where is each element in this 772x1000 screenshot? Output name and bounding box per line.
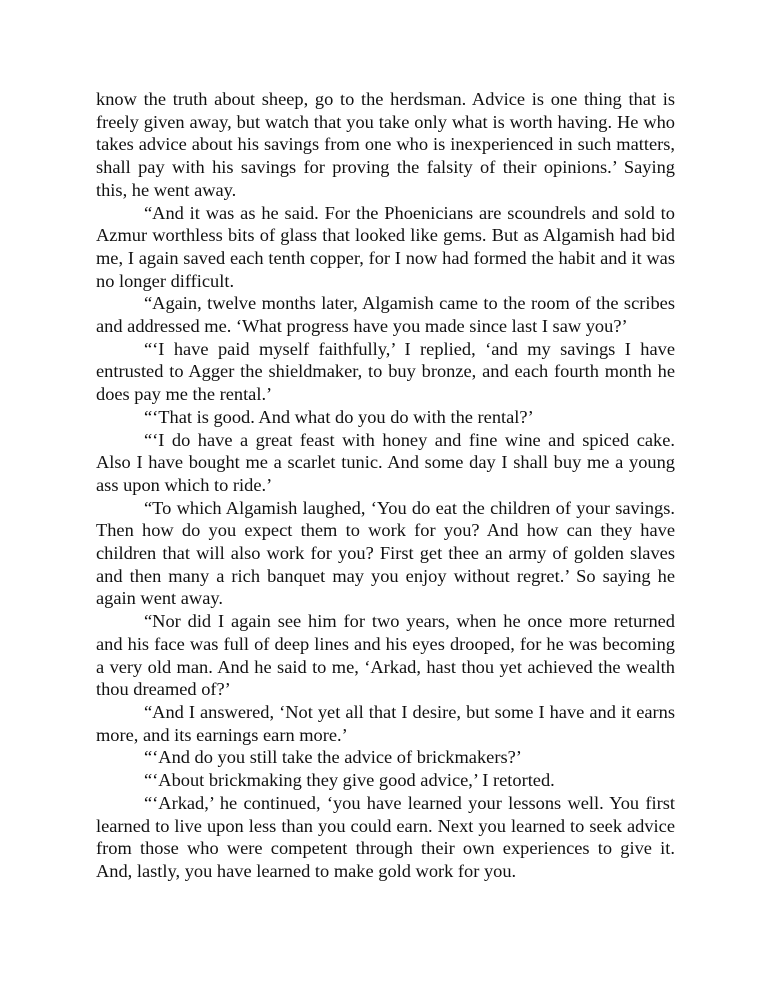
page-body xyxy=(96,88,675,883)
paragraph-5: “‘That is good. And what do you do with the rental?’ xyxy=(144,406,534,427)
paragraph-4: “‘I have paid myself faithfully,’ I replied, ‘and my savings I have entrusted to Agger the shieldmaker, to buy bronze, and each fourth month he does pay me the rental.’ xyxy=(96,338,675,405)
paragraph-12: “‘Arkad,’ he continued, ‘you have learned your lessons well. You first learned to live upon less than you could earn. Next you learned to seek advice from those who were competent through their own experiences to give it. And, lastly, you have learned to make gold work for you. xyxy=(96,792,675,881)
paragraph-3: “Again, twelve months later, Algamish came to the room of the scribes and addressed me. ‘What progress have you made since last I saw you?’ xyxy=(96,293,675,337)
paragraph-7: “To which Algamish laughed, ‘You do eat the children of your savings. Then how do you expect them to work for you? And how can they have children that will also work for you? First get thee an army of golden slaves and then many a rich banquet may you enjoy without regret.’ So saying he again went away. xyxy=(96,497,675,609)
paragraph-2: “And it was as he said. For the Phoenicians are scoundrels and sold to Azmur worthless bits of glass that looked like gems. But as Algamish had bid me, I again saved each tenth copper, for I now had formed the habit and it was no longer difficult. xyxy=(96,202,675,291)
paragraph-8: “Nor did I again see him for two years, when he once more returned and his face was full of deep lines and his eyes drooped, for he was becoming a very old man. And he said to me, ‘Arkad, hast thou yet achieved the wealth thou dreamed of?’ xyxy=(96,611,675,700)
paragraph-1: know the truth about sheep, go to the herdsman. Advice is one thing that is freely given away, but watch that you take only what is worth having. He who takes advice about his savings from one who is inexperienced in such matters, shall pay with his savings for proving the falsity of their opinions.’ Saying this, he went away. xyxy=(96,89,675,200)
paragraph-9: “And I answered, ‘Not yet all that I desire, but some I have and it earns more, and its earnings earn more.’ xyxy=(96,701,675,745)
paragraph-6: “‘I do have a great feast with honey and fine wine and spiced cake. Also I have bought me a scarlet tunic. And some day I shall buy me a young ass upon which to ride.’ xyxy=(96,429,675,495)
paragraph-11: “‘About brickmaking they give good advice,’ I retorted. xyxy=(144,770,555,791)
paragraph-10: “‘And do you still take the advice of brickmakers?’ xyxy=(144,747,522,768)
